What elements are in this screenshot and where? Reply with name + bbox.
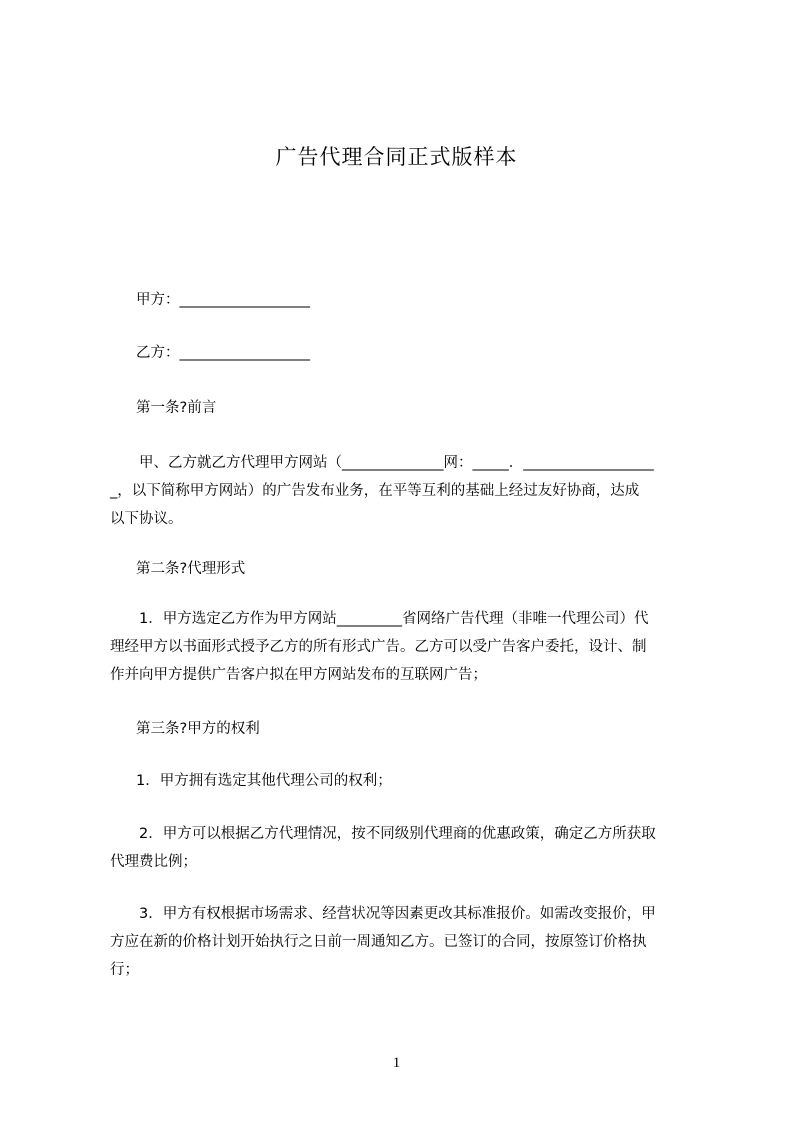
article-1-line: 甲、乙方就乙方代理甲方网站（______________网：_____．__________________: [139, 455, 654, 471]
article-3-item-2-line: 代理费比例；: [110, 854, 197, 870]
article-3-item-1: 1．甲方拥有选定其他代理公司的权利；: [136, 773, 392, 789]
page-number: 1: [392, 1055, 401, 1071]
article-2-line: 作并向甲方提供广告客户拟在甲方网站发布的互联网广告；: [110, 667, 487, 683]
article-1-line: 以下协议。: [110, 511, 183, 527]
article-3-item-3-line: 3．甲方有权根据市场需求、经营状况等因素更改其标准报价。如需改变报价，甲: [139, 906, 656, 922]
article-3-item-2-line: 2．甲方可以根据乙方代理情况，按不同级别代理商的优惠政策，确定乙方所获取: [139, 826, 656, 842]
article-3-item-3-line: 行；: [110, 962, 139, 978]
article-2-heading: 第二条?代理形式: [136, 561, 246, 577]
article-1-line: _，以下简称甲方网站）的广告发布业务，在平等互利的基础上经过友好协商，达成: [110, 483, 640, 499]
article-3-heading: 第三条?甲方的权利: [136, 721, 260, 737]
article-2-line: 理经甲方以书面形式授予乙方的所有形式广告。乙方可以受广告客户委托，设计、制: [110, 639, 647, 655]
article-2-line: 1．甲方选定乙方作为甲方网站_________省网络广告代理（非唯一代理公司）代: [139, 611, 649, 627]
article-3-item-3-line: 方应在新的价格计划开始执行之日前一周通知乙方。已签订的合同，按原签订价格执: [110, 934, 647, 950]
party-a-line: 甲方：__________________: [136, 292, 310, 308]
party-b-line: 乙方：__________________: [136, 345, 310, 361]
article-1-heading: 第一条?前言: [136, 400, 217, 416]
document-title: 广告代理合同正式版样本: [275, 145, 518, 169]
